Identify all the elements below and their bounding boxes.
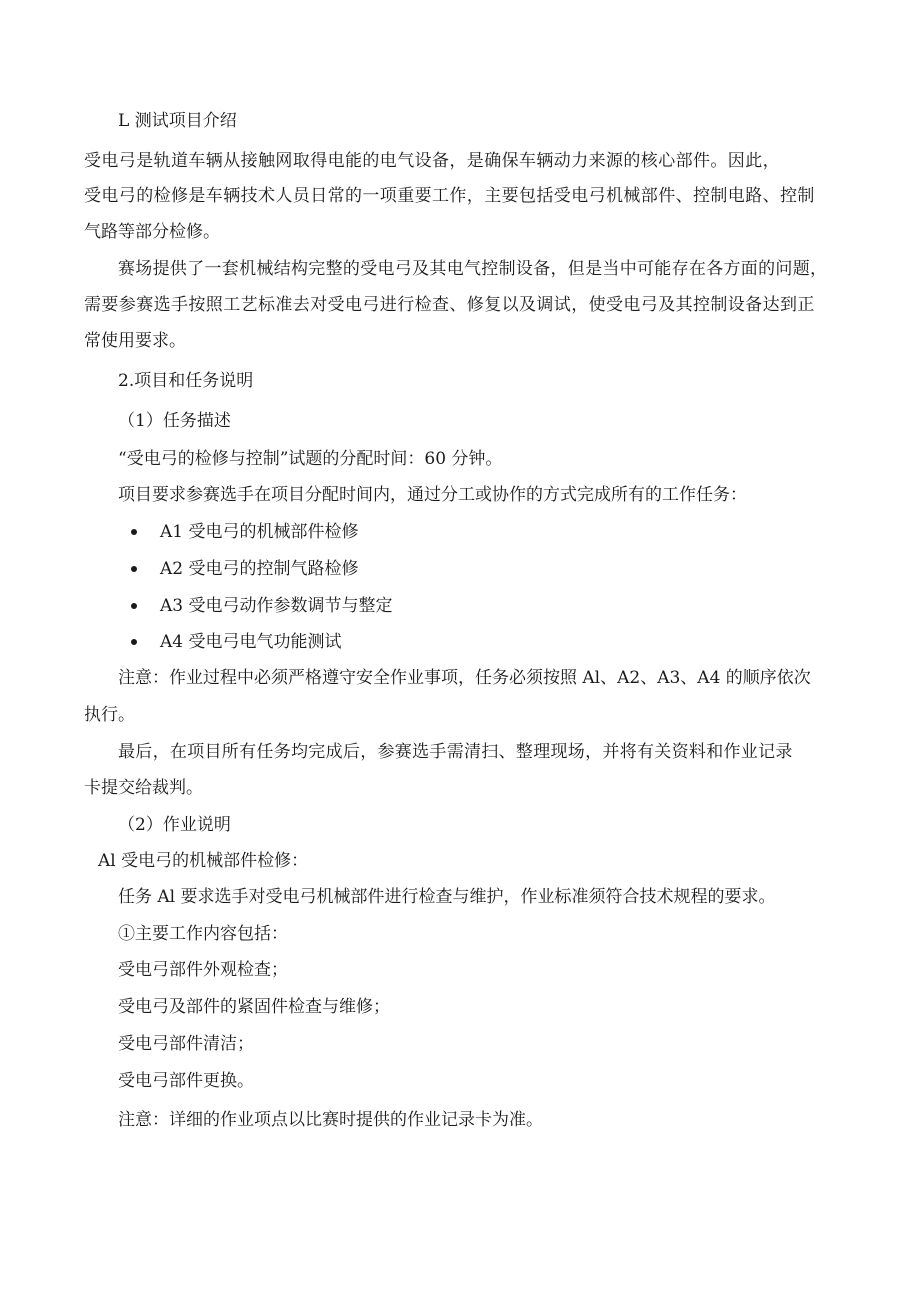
task-intro-line: 项目要求参赛选手在项目分配时间内，通过分工或协作的方式完成所有的工作任务： bbox=[118, 485, 747, 505]
section1-para2-line1: 赛场提供了一套机械结构完整的受电弓及其电气控制设备，但是当中可能存在各方面的问题， bbox=[118, 259, 828, 279]
task-item-label: A2 受电弓的控制气路检修 bbox=[160, 559, 359, 579]
work-item: 受电弓部件更换。 bbox=[118, 1071, 254, 1091]
a1-heading: Al 受电弓的机械部件检修： bbox=[98, 851, 309, 871]
main-work-heading: ①主要工作内容包括： bbox=[118, 924, 288, 944]
bullet-icon bbox=[131, 603, 137, 609]
a1-description: 任务 Al 要求选手对受电弓机械部件进行检查与维护，作业标准须符合技术规程的要求。 bbox=[118, 887, 776, 907]
final-instruction-line2: 卡提交给裁判。 bbox=[84, 778, 203, 798]
section1-para2-line2: 需要参赛选手按照工艺标准去对受电弓进行检查、修复以及调试，使受电弓及其控制设备达到正 bbox=[84, 295, 815, 315]
section1-para2-line3: 常使用要求。 bbox=[84, 331, 186, 351]
allotted-time-line: “受电弓的检修与控制”试题的分配时间：60 分钟。 bbox=[118, 449, 503, 469]
section1-para1-line3: 气路等部分检修。 bbox=[84, 222, 220, 242]
bullet-icon bbox=[131, 566, 137, 572]
task-order-note-line2: 执行。 bbox=[84, 705, 135, 725]
section1-heading: L 测试项目介绍 bbox=[118, 111, 237, 131]
work-item: 受电弓部件清洁； bbox=[118, 1034, 254, 1054]
work-record-note: 注意：详细的作业项点以比赛时提供的作业记录卡为准。 bbox=[118, 1110, 543, 1130]
work-item: 受电弓及部件的紧固件检查与维修； bbox=[118, 997, 390, 1017]
work-item: 受电弓部件外观检查； bbox=[118, 960, 288, 980]
final-instruction-line1: 最后，在项目所有任务均完成后，参赛选手需清扫、整理现场，并将有关资料和作业记录 bbox=[118, 742, 793, 762]
section2-heading: 2.项目和任务说明 bbox=[118, 371, 254, 391]
task-item-label: A3 受电弓动作参数调节与整定 bbox=[160, 596, 393, 616]
bullet-icon bbox=[131, 639, 137, 645]
task-order-note-line1: 注意：作业过程中必须严格遵守安全作业事项，任务必须按照 Al、A2、A3、A4 的顺序依次 bbox=[118, 668, 811, 688]
work-description-heading: （2）作业说明 bbox=[118, 815, 231, 835]
task-item-label: A4 受电弓电气功能测试 bbox=[160, 632, 342, 652]
task-description-heading: （1）任务描述 bbox=[118, 411, 231, 431]
section1-para1-line1: 受电弓是轨道车辆从接触网取得电能的电气设备，是确保车辆动力来源的核心部件。因此， bbox=[84, 151, 780, 171]
task-item-label: A1 受电弓的机械部件检修 bbox=[160, 522, 359, 542]
bullet-icon bbox=[131, 529, 137, 535]
section1-para1-line2: 受电弓的检修是车辆技术人员日常的一项重要工作，主要包括受电弓机械部件、控制电路、控制 bbox=[84, 186, 815, 206]
